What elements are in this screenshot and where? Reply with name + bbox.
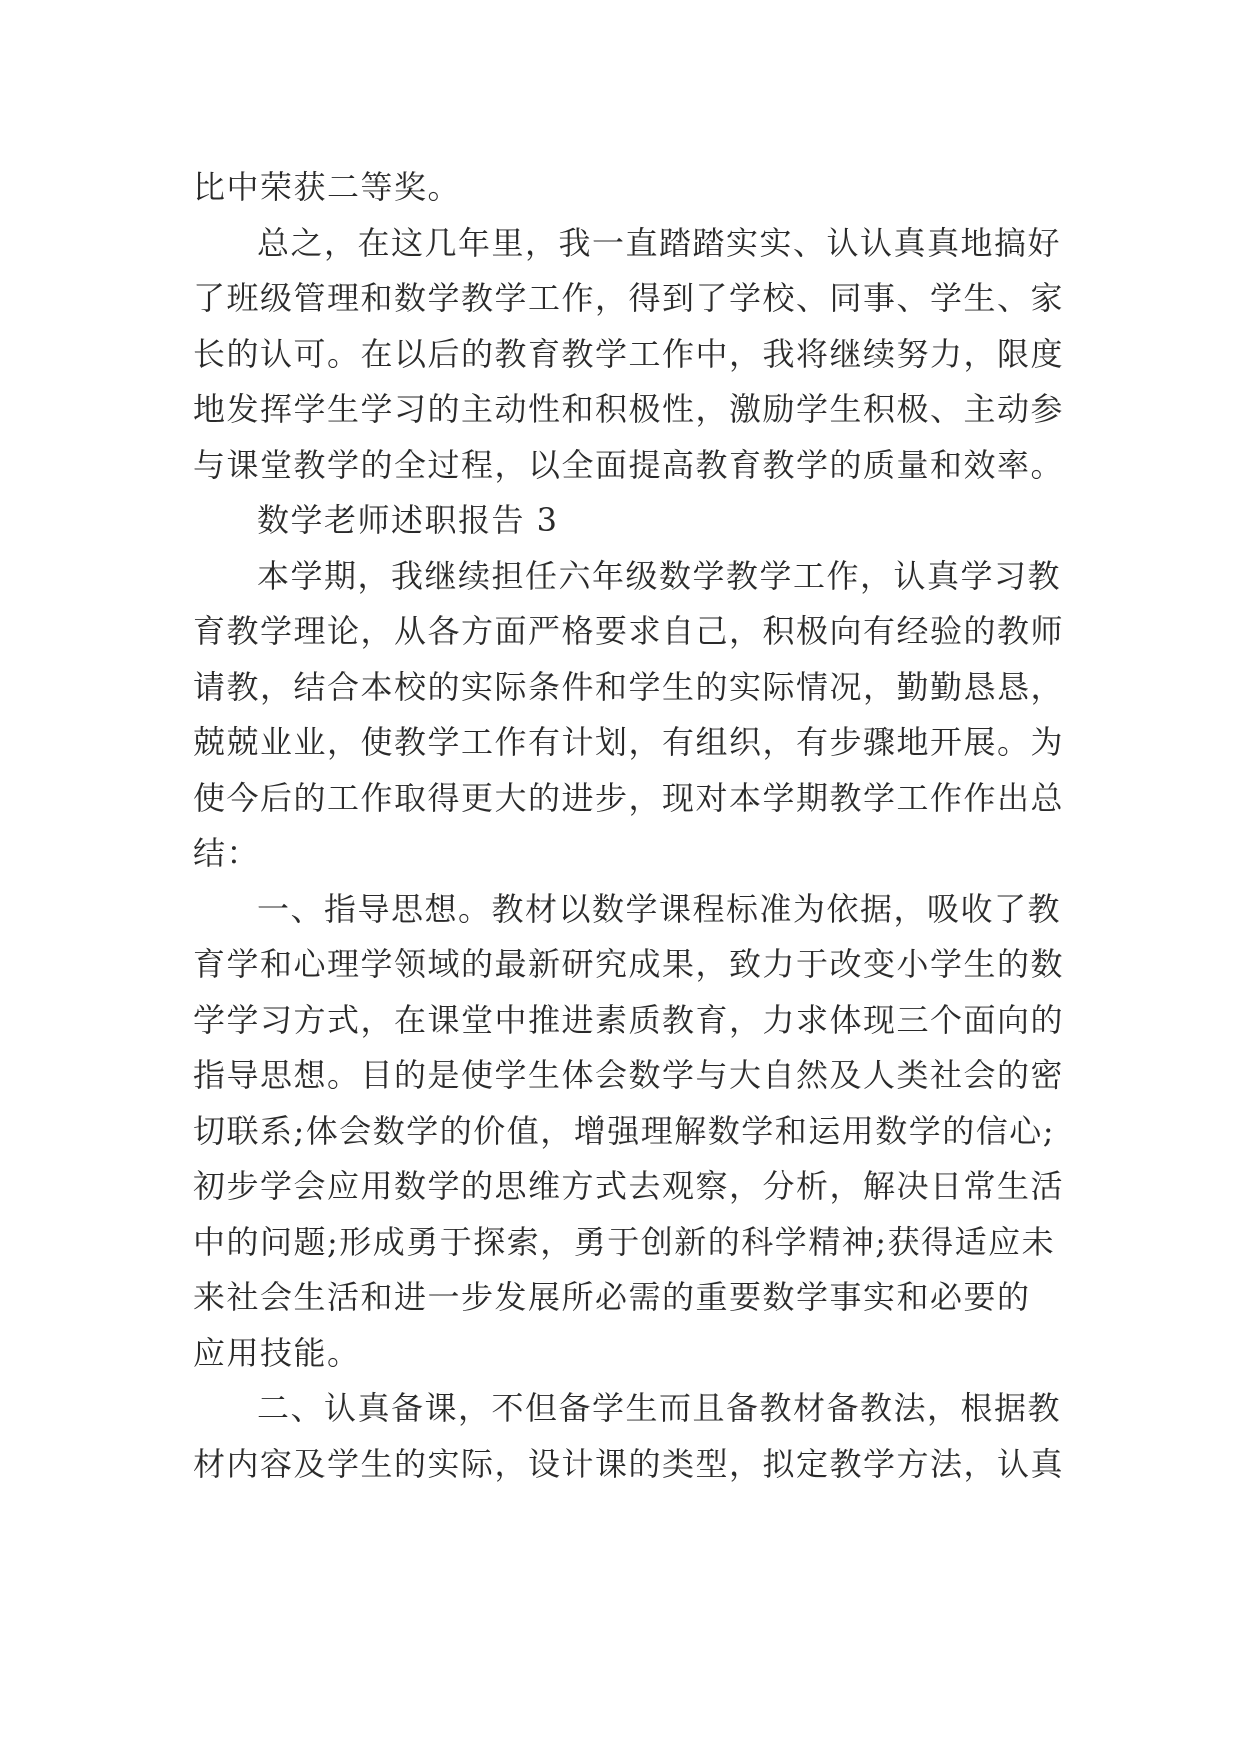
section-heading	[193, 493, 1053, 549]
text-line: 请教，结合本校的实际条件和学生的实际情况，勤勤恳恳，	[193, 667, 1065, 706]
text-line: 兢兢业业，使教学工作有计划，有组织，有步骤地开展。为	[193, 723, 1065, 761]
text-line: 育教学理论，从各方面严格要求自己，积极向有经验的教师	[193, 612, 1065, 650]
paragraph-award-end	[193, 160, 1053, 216]
text-line: 初步学会应用数学的思维方式去观察，分析，解决日常生活	[193, 1167, 1065, 1205]
text-line: 应用技能。	[193, 1333, 361, 1372]
text-line: 中的问题;形成勇于探索，勇于创新的科学精神;获得适应未	[193, 1222, 1056, 1261]
text-line: 一、指导思想。教材以数学课程标准为依据，吸收了教	[257, 889, 1062, 928]
text-line: 来社会生活和进一步发展所必需的重要数学事实和必要的	[193, 1278, 1031, 1316]
paragraph-intro	[193, 549, 1065, 882]
paragraph-lesson-prep	[193, 1381, 1065, 1492]
text-line: 长的认可。在以后的教育教学工作中，我将继续努力，限度	[193, 334, 1065, 373]
text-line: 学学习方式，在课堂中推进素质教育，力求体现三个面向的	[193, 1000, 1065, 1039]
text-line: 总之，在这几年里，我一直踏踏实实、认认真真地搞好	[257, 223, 1062, 262]
text-line: 结：	[193, 834, 261, 872]
paragraph-summary	[193, 216, 1065, 494]
text-line: 与课堂教学的全过程，以全面提高教育教学的质量和效率。	[193, 445, 1065, 484]
report-title: 数学老师述职报告 3	[257, 501, 559, 539]
text-line: 了班级管理和数学教学工作，得到了学校、同事、学生、家	[193, 279, 1065, 317]
text-line: 切联系;体会数学的价值，增强理解数学和运用数学的信心;	[193, 1111, 1056, 1150]
text-line: 地发挥学生学习的主动性和积极性，激励学生积极、主动参	[193, 390, 1065, 428]
text-line: 育学和心理学领域的最新研究成果，致力于改变小学生的数	[193, 945, 1065, 983]
text-line: 使今后的工作取得更大的进步，现对本学期教学工作作出总	[193, 778, 1065, 817]
document-body	[193, 160, 1065, 1492]
text-line: 材内容及学生的实际，设计课的类型，拟定教学方法，认真	[193, 1444, 1065, 1483]
text-line: 比中荣获二等奖。	[193, 168, 462, 206]
text-line: 二、认真备课，不但备学生而且备教材备教法，根据教	[257, 1389, 1062, 1427]
text-line: 指导思想。目的是使学生体会数学与大自然及人类社会的密	[193, 1056, 1065, 1094]
paragraph-guiding-thought	[193, 882, 1065, 1382]
text-line: 本学期，我继续担任六年级数学教学工作，认真学习教	[257, 556, 1062, 595]
